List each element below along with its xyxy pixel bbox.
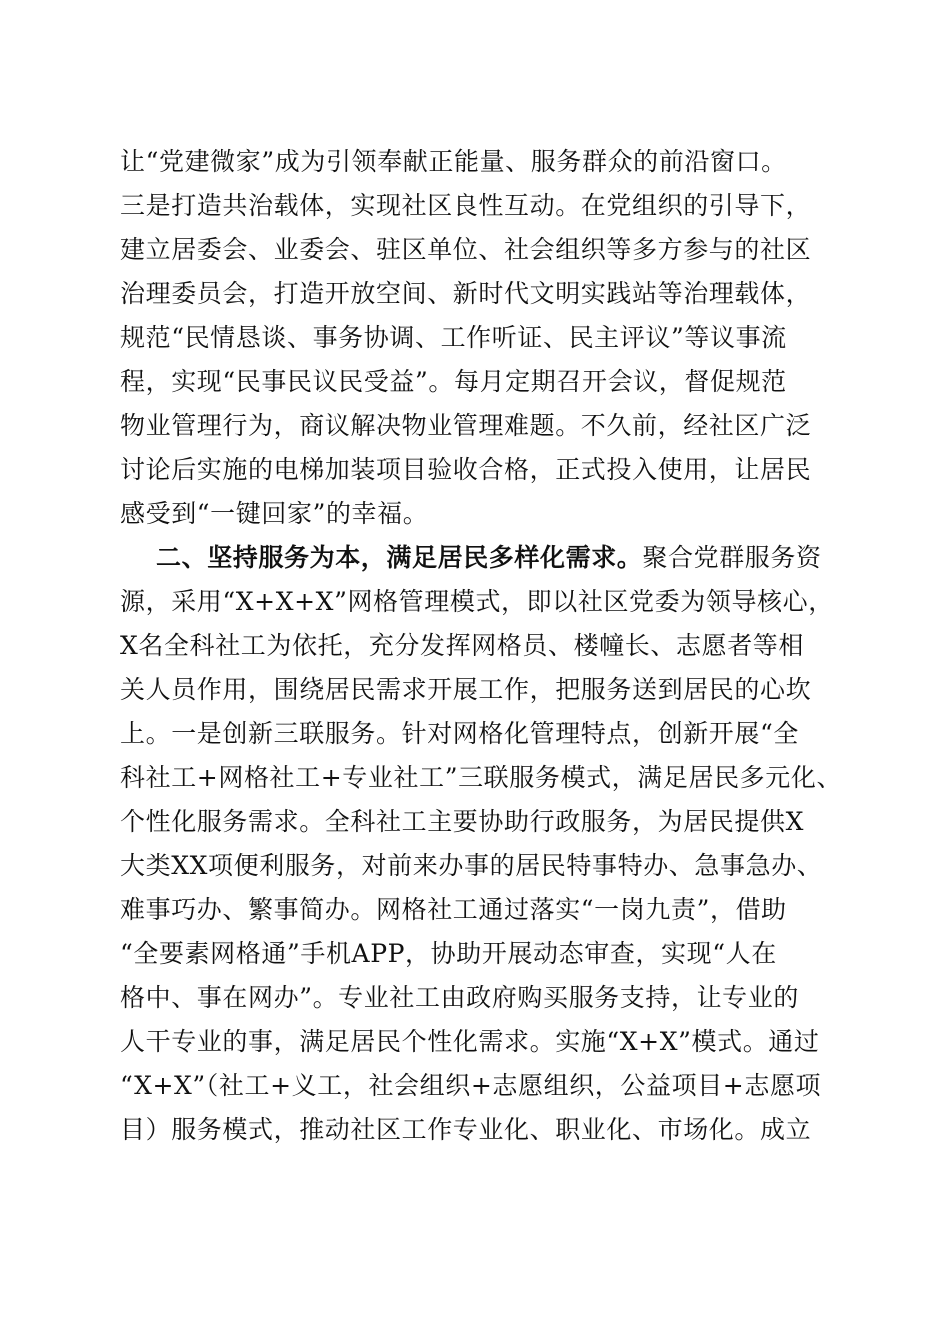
text-line: 人干专业的事，满足居民个性化需求。实施“X+X”模式。通过 <box>120 1027 820 1056</box>
text-line: 科社工+网格社工+专业社工”三联服务模式，满足居民多元化、 <box>120 763 843 792</box>
paragraph-service-first <box>120 536 843 1152</box>
text-line: 治理委员会，打造开放空间、新时代文明实践站等治理载体， <box>120 279 812 308</box>
paragraph-first-line <box>120 536 840 580</box>
text-line: 关人员作用，围绕居民需求开展工作，把服务送到居民的心坎 <box>120 675 812 704</box>
text-line: 源，采用“X+X+X”网格管理模式，即以社区党委为领导核心， <box>120 587 834 616</box>
paragraph-community-governance <box>120 140 840 536</box>
document-body <box>120 140 843 1152</box>
text-line: 感受到“一键回家”的幸福。 <box>120 499 429 528</box>
text-line: 三是打造共治载体，实现社区良性互动。在党组织的引导下， <box>120 191 812 220</box>
text-line: 建立居委会、业委会、驻区单位、社会组织等多方参与的社区 <box>120 235 812 264</box>
text-line: 规范“民情恳谈、事务协调、工作听证、民主评议”等议事流 <box>120 323 787 352</box>
text-line: “全要素网格通”手机APP，协助开展动态审查，实现“人在 <box>120 939 777 968</box>
text-line: 难事巧办、繁事简办。网格社工通过落实“一岗九责”，借助 <box>120 895 787 924</box>
text-line: 讨论后实施的电梯加装项目验收合格，正式投入使用，让居民 <box>120 455 812 484</box>
text-line: 让“党建微家”成为引领奉献正能量、服务群众的前沿窗口。 <box>120 147 787 176</box>
text-line: X名全科社工为依托，充分发挥网格员、楼幢长、志愿者等相 <box>120 631 804 660</box>
section-heading: 二、坚持服务为本，满足居民多样化需求。 <box>156 543 643 572</box>
text-line: 格中、事在网办”。专业社工由政府购买服务支持，让专业的 <box>120 983 799 1012</box>
heading-continuation: 聚合党群服务资 <box>642 543 822 572</box>
text-line: 个性化服务需求。全科社工主要协助行政服务，为居民提供X <box>120 807 804 836</box>
text-line: 物业管理行为，商议解决物业管理难题。不久前，经社区广泛 <box>120 411 812 440</box>
text-line: 上。一是创新三联服务。针对网格化管理特点，创新开展“全 <box>120 719 799 748</box>
text-line: 大类XX项便利服务，对前来办事的居民特事特办、急事急办、 <box>120 851 823 880</box>
text-line: “X+X”（社工+义工，社会组织+志愿组织，公益项目+志愿项 <box>120 1071 822 1100</box>
text-line: 程，实现“民事民议民受益”。每月定期召开会议，督促规范 <box>120 367 787 396</box>
text-line: 目）服务模式，推动社区工作专业化、职业化、市场化。成立 <box>120 1115 812 1144</box>
